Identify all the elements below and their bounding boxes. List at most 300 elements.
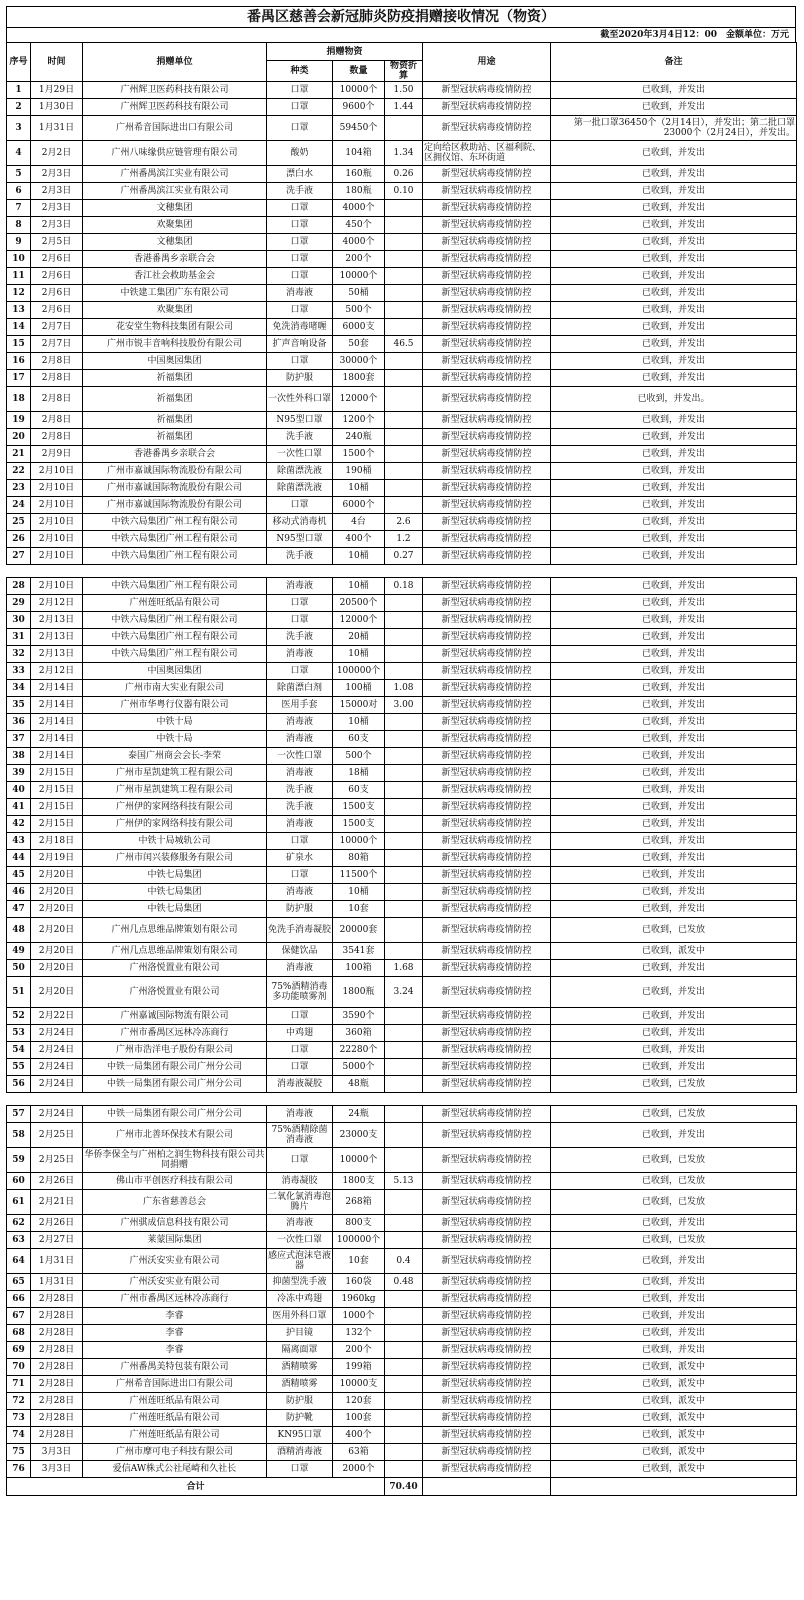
cell-qty: 104箱 [333,141,385,166]
cell-use: 新型冠状病毒疫情防控 [423,217,551,234]
cell-note: 已收到，并发出 [551,782,797,799]
cell-note: 已收到，已发放 [551,1076,797,1093]
cell-value [385,782,423,799]
table-row [7,901,797,918]
cell-qty: 10桶 [333,480,385,497]
cell-use: 新型冠状病毒疫情防控 [423,595,551,612]
cell-qty: 10套 [333,901,385,918]
cell-donor: 广州市华粤行仪器有限公司 [83,697,267,714]
cell-note: 已收到，并发出 [551,251,797,268]
header-qty: 数量 [333,61,385,82]
cell-no: 41 [7,799,31,816]
document-title: 番禺区慈善会新冠肺炎防疫捐赠接收情况（物资） [6,6,796,27]
cell-qty: 1000个 [333,1308,385,1325]
cell-date: 2月10日 [31,497,83,514]
cell-kind: 口罩 [267,234,333,251]
cell-no: 73 [7,1410,31,1427]
cell-no: 55 [7,1059,31,1076]
cell-qty: 60支 [333,731,385,748]
cell-kind: 口罩 [267,833,333,850]
header-donor: 捐赠单位 [83,43,267,82]
cell-kind: KN95口罩 [267,1427,333,1444]
cell-note: 已收到，并发出 [551,99,797,116]
cell-no: 56 [7,1076,31,1093]
cell-donor: 佛山市平创医疗科技有限公司 [83,1173,267,1190]
cell-value [385,1410,423,1427]
cell-qty: 3541套 [333,943,385,960]
cell-kind: 口罩 [267,663,333,680]
cell-note: 已收到，并发出 [551,183,797,200]
cell-donor: 广州辉卫医药科技有限公司 [83,82,267,99]
cell-date: 2月28日 [31,1342,83,1359]
cell-kind: 口罩 [267,1461,333,1478]
cell-use: 新型冠状病毒疫情防控 [423,1444,551,1461]
cell-date: 2月28日 [31,1308,83,1325]
cell-qty: 20桶 [333,629,385,646]
table-row [7,183,797,200]
table-row [7,82,797,99]
table-row [7,1123,797,1148]
cell-value [385,1444,423,1461]
cell-no: 68 [7,1325,31,1342]
cell-qty: 18桶 [333,765,385,782]
cell-donor: 广州莲旺纸品有限公司 [83,1410,267,1427]
cell-date: 2月10日 [31,463,83,480]
cell-date: 2月3日 [31,183,83,200]
cell-value: 46.5 [385,336,423,353]
cell-use: 新型冠状病毒疫情防控 [423,1359,551,1376]
cell-date: 1月29日 [31,82,83,99]
header-goods: 捐赠物资 [267,43,423,61]
cell-qty: 80箱 [333,850,385,867]
cell-no: 48 [7,918,31,943]
cell-use: 新型冠状病毒疫情防控 [423,714,551,731]
cell-note: 已收到，并发出 [551,714,797,731]
cell-value [385,463,423,480]
cell-date: 2月10日 [31,548,83,565]
cell-donor: 文穗集团 [83,200,267,217]
cell-qty: 100000个 [333,1232,385,1249]
cell-no: 60 [7,1173,31,1190]
table-row [7,1393,797,1410]
cell-note: 已收到，并发出。 [551,387,797,412]
cell-kind: 免洗手消毒凝胶 [267,918,333,943]
cell-no: 15 [7,336,31,353]
cell-qty: 160瓶 [333,166,385,183]
cell-kind: 酒精喷雾 [267,1376,333,1393]
cell-note: 已收到，并发出 [551,1025,797,1042]
cell-value [385,1025,423,1042]
cell-value [385,850,423,867]
cell-use: 新型冠状病毒疫情防控 [423,782,551,799]
cell-date: 2月8日 [31,429,83,446]
cell-note: 已收到，派发中 [551,1461,797,1478]
table-row [7,646,797,663]
cell-donor: 中铁一局集团有限公司广州分公司 [83,1059,267,1076]
cell-note: 已收到，派发中 [551,1376,797,1393]
cell-date: 2月8日 [31,353,83,370]
cell-note: 已收到，并发出 [551,1008,797,1025]
cell-kind: 口罩 [267,595,333,612]
cell-note: 已收到，并发出 [551,1291,797,1308]
cell-donor: 中铁六局集团广州工程有限公司 [83,548,267,565]
cell-use: 新型冠状病毒疫情防控 [423,268,551,285]
table-row [7,319,797,336]
cell-kind: 护目镜 [267,1325,333,1342]
cell-no: 22 [7,463,31,480]
table-row [7,765,797,782]
cell-use: 新型冠状病毒疫情防控 [423,1342,551,1359]
cell-note: 已收到，并发出 [551,663,797,680]
header-no: 序号 [7,43,31,82]
table-row [7,714,797,731]
cell-value [385,1123,423,1148]
cell-no: 35 [7,697,31,714]
cell-kind: 二氧化氯消毒泡腾片 [267,1190,333,1215]
cell-qty: 20000套 [333,918,385,943]
cell-note: 已收到，并发出 [551,336,797,353]
cell-qty: 1200个 [333,412,385,429]
cell-date: 2月22日 [31,1008,83,1025]
cell-donor: 中铁七局集团 [83,884,267,901]
cell-qty: 268箱 [333,1190,385,1215]
cell-kind: 口罩 [267,251,333,268]
cell-use: 新型冠状病毒疫情防控 [423,731,551,748]
cell-note: 已收到，并发出 [551,612,797,629]
cell-note: 已收到，并发出 [551,200,797,217]
cell-qty: 1500个 [333,446,385,463]
cell-date: 2月14日 [31,731,83,748]
cell-note: 第一批口罩36450个（2月14日），并发出；第二批口罩23000个（2月24日），并发出。 [551,116,797,141]
cell-donor: 李睿 [83,1325,267,1342]
cell-donor: 广州市星凯建筑工程有限公司 [83,765,267,782]
cell-donor: 爱信AW株式公社尾崎和久社长 [83,1461,267,1478]
cell-donor: 广州伊的家网络科技有限公司 [83,799,267,816]
cell-use: 新型冠状病毒疫情防控 [423,943,551,960]
cell-note: 已收到，并发出 [551,833,797,850]
cell-date: 2月13日 [31,612,83,629]
cell-date: 2月14日 [31,680,83,697]
table-row [7,1173,797,1190]
cell-donor: 欢聚集团 [83,217,267,234]
cell-note: 已收到，已发放 [551,918,797,943]
total-label: 合计 [7,1478,385,1496]
cell-no: 19 [7,412,31,429]
cell-note: 已收到，并发出 [551,884,797,901]
cell-donor: 广州骐成信息科技有限公司 [83,1215,267,1232]
cell-qty: 60支 [333,782,385,799]
cell-no: 38 [7,748,31,765]
table-row [7,285,797,302]
cell-kind: 医用手套 [267,697,333,714]
cell-no: 54 [7,1042,31,1059]
cell-use: 新型冠状病毒疫情防控 [423,1410,551,1427]
cell-no: 40 [7,782,31,799]
cell-use: 新型冠状病毒疫情防控 [423,1274,551,1291]
cell-note: 已收到，并发出 [551,1274,797,1291]
cell-date: 2月14日 [31,748,83,765]
document-subtitle: 截至2020年3月4日12：00 金额单位：万元 [6,27,796,42]
cell-use: 新型冠状病毒疫情防控 [423,1232,551,1249]
cell-kind: 洗手液 [267,782,333,799]
cell-kind: 除菌漂洗液 [267,480,333,497]
cell-value [385,1427,423,1444]
cell-use: 新型冠状病毒疫情防控 [423,918,551,943]
cell-date: 2月24日 [31,1059,83,1076]
cell-use: 新型冠状病毒疫情防控 [423,867,551,884]
cell-note: 已收到，并发出 [551,234,797,251]
cell-kind: 75%酒精除菌消毒液 [267,1123,333,1148]
cell-use: 新型冠状病毒疫情防控 [423,429,551,446]
total-value: 70.40 [385,1478,423,1496]
table-row [7,1427,797,1444]
cell-date: 2月28日 [31,1359,83,1376]
cell-value: 5.13 [385,1173,423,1190]
cell-note: 已收到，并发出 [551,412,797,429]
cell-donor: 广州莲旺纸品有限公司 [83,1427,267,1444]
cell-date: 1月31日 [31,1249,83,1274]
cell-note: 已收到，派发中 [551,943,797,960]
cell-qty: 11500个 [333,867,385,884]
cell-value [385,1461,423,1478]
cell-value [385,1008,423,1025]
cell-date: 2月28日 [31,1376,83,1393]
cell-qty: 400个 [333,1427,385,1444]
cell-donor: 中铁建工集团广东有限公司 [83,285,267,302]
cell-no: 57 [7,1106,31,1123]
cell-note: 已收到，并发出 [551,697,797,714]
cell-note: 已收到，并发出 [551,1249,797,1274]
cell-kind: 洗手液 [267,548,333,565]
cell-kind: 免洗消毒啫喱 [267,319,333,336]
cell-value [385,901,423,918]
cell-use: 新型冠状病毒疫情防控 [423,336,551,353]
cell-note: 已收到，并发出 [551,285,797,302]
cell-use: 新型冠状病毒疫情防控 [423,1076,551,1093]
cell-note: 已收到，并发出 [551,463,797,480]
cell-donor: 广州希音国际进出口有限公司 [83,116,267,141]
table-row [7,429,797,446]
table-row [7,833,797,850]
table-row [7,1410,797,1427]
header-note: 备注 [551,43,797,82]
table-row [7,918,797,943]
cell-value [385,302,423,319]
cell-use: 新型冠状病毒疫情防控 [423,1308,551,1325]
cell-use: 新型冠状病毒疫情防控 [423,480,551,497]
cell-value: 3.24 [385,977,423,1008]
cell-use: 新型冠状病毒疫情防控 [423,412,551,429]
cell-value [385,629,423,646]
cell-no: 71 [7,1376,31,1393]
cell-note: 已收到，派发中 [551,1393,797,1410]
cell-qty: 500个 [333,748,385,765]
cell-date: 2月25日 [31,1123,83,1148]
cell-kind: 消毒液 [267,646,333,663]
cell-kind: 消毒液凝胶 [267,1076,333,1093]
cell-no: 27 [7,548,31,565]
table-row [7,353,797,370]
cell-qty: 450个 [333,217,385,234]
cell-donor: 广州沃安实业有限公司 [83,1249,267,1274]
cell-kind: 消毒液 [267,714,333,731]
cell-value [385,1148,423,1173]
cell-note: 已收到，并发出 [551,446,797,463]
cell-kind: 医用外科口罩 [267,1308,333,1325]
cell-no: 49 [7,943,31,960]
cell-date: 2月24日 [31,1076,83,1093]
cell-date: 2月3日 [31,217,83,234]
cell-date: 2月6日 [31,302,83,319]
cell-donor: 广州几点思维品牌策划有限公司 [83,918,267,943]
cell-date: 2月28日 [31,1291,83,1308]
cell-donor: 广州番禺滨江实业有限公司 [83,183,267,200]
table-row [7,99,797,116]
cell-kind: 消毒液 [267,285,333,302]
cell-qty: 190桶 [333,463,385,480]
cell-kind: N95型口罩 [267,412,333,429]
cell-no: 52 [7,1008,31,1025]
cell-donor: 香江社会救助基金会 [83,268,267,285]
cell-no: 4 [7,141,31,166]
cell-kind: 防护服 [267,901,333,918]
cell-qty: 100桶 [333,680,385,697]
cell-use: 新型冠状病毒疫情防控 [423,183,551,200]
table-row [7,1190,797,1215]
cell-donor: 中铁十局 [83,714,267,731]
cell-kind: 口罩 [267,217,333,234]
cell-date: 2月24日 [31,1025,83,1042]
cell-use: 新型冠状病毒疫情防控 [423,99,551,116]
cell-donor: 广州伊的家网络科技有限公司 [83,816,267,833]
cell-value: 0.27 [385,548,423,565]
cell-qty: 50桶 [333,285,385,302]
table-row [7,1274,797,1291]
table-row [7,116,797,141]
cell-kind: 口罩 [267,116,333,141]
cell-note: 已收到，已发放 [551,1106,797,1123]
cell-use: 新型冠状病毒疫情防控 [423,319,551,336]
cell-value [385,319,423,336]
cell-use: 新型冠状病毒疫情防控 [423,285,551,302]
cell-no: 25 [7,514,31,531]
cell-use: 新型冠状病毒疫情防控 [423,1427,551,1444]
cell-qty: 160袋 [333,1274,385,1291]
table-row [7,446,797,463]
cell-value [385,765,423,782]
cell-kind: 一次性口罩 [267,446,333,463]
cell-use: 新型冠状病毒疫情防控 [423,646,551,663]
cell-no: 28 [7,578,31,595]
cell-value [385,497,423,514]
cell-use: 新型冠状病毒疫情防控 [423,531,551,548]
cell-use: 新型冠状病毒疫情防控 [423,200,551,217]
cell-donor: 广州番禺滨江实业有限公司 [83,166,267,183]
cell-donor: 广州番禺美特包装有限公司 [83,1359,267,1376]
cell-date: 2月5日 [31,234,83,251]
cell-date: 1月31日 [31,116,83,141]
cell-date: 2月27日 [31,1232,83,1249]
cell-qty: 120套 [333,1393,385,1410]
cell-qty: 22280个 [333,1042,385,1059]
cell-no: 32 [7,646,31,663]
cell-kind: 口罩 [267,353,333,370]
cell-no: 1 [7,82,31,99]
cell-note: 已收到，并发出 [551,960,797,977]
cell-note: 已收到，已发放 [551,1232,797,1249]
cell-no: 26 [7,531,31,548]
cell-kind: 防护靴 [267,1410,333,1427]
cell-donor: 广州八味缘供应链管理有限公司 [83,141,267,166]
cell-value [385,116,423,141]
cell-qty: 1800瓶 [333,977,385,1008]
total-row [7,1478,797,1496]
cell-qty: 23000支 [333,1123,385,1148]
table-row [7,680,797,697]
cell-date: 2月20日 [31,918,83,943]
cell-value [385,731,423,748]
cell-use: 新型冠状病毒疫情防控 [423,1059,551,1076]
cell-value [385,884,423,901]
cell-donor: 中铁六局集团广州工程有限公司 [83,578,267,595]
table-row [7,200,797,217]
cell-donor: 广州嘉诚国际物流有限公司 [83,1008,267,1025]
cell-no: 14 [7,319,31,336]
cell-no: 62 [7,1215,31,1232]
cell-no: 29 [7,595,31,612]
cell-qty: 24瓶 [333,1106,385,1123]
cell-use: 新型冠状病毒疫情防控 [423,463,551,480]
table-row [7,514,797,531]
cell-donor: 中国奥园集团 [83,663,267,680]
cell-value [385,429,423,446]
cell-donor: 广州市北善环保技术有限公司 [83,1123,267,1148]
cell-kind: 漂白水 [267,166,333,183]
cell-kind: 口罩 [267,497,333,514]
cell-note: 已收到，并发出 [551,816,797,833]
cell-value [385,217,423,234]
cell-donor: 祈福集团 [83,429,267,446]
cell-qty: 30000个 [333,353,385,370]
cell-kind: 口罩 [267,302,333,319]
cell-date: 2月12日 [31,663,83,680]
cell-qty: 1960kg [333,1291,385,1308]
cell-note: 已收到，并发出 [551,1042,797,1059]
cell-use: 新型冠状病毒疫情防控 [423,1249,551,1274]
cell-kind: 消毒液 [267,731,333,748]
cell-date: 2月10日 [31,514,83,531]
cell-note: 已收到，并发出 [551,1308,797,1325]
cell-donor: 中铁六局集团广州工程有限公司 [83,646,267,663]
cell-qty: 180瓶 [333,183,385,200]
cell-note: 已收到，并发出 [551,217,797,234]
cell-value [385,714,423,731]
cell-note: 已收到，并发出 [551,765,797,782]
table-row [7,1059,797,1076]
document-page [6,6,796,1496]
cell-kind: 除菌漂白剂 [267,680,333,697]
cell-no: 42 [7,816,31,833]
cell-donor: 中铁七局集团 [83,901,267,918]
cell-date: 2月10日 [31,531,83,548]
cell-date: 2月10日 [31,480,83,497]
cell-value [385,595,423,612]
cell-no: 17 [7,370,31,387]
cell-no: 21 [7,446,31,463]
cell-no: 53 [7,1025,31,1042]
cell-date: 3月3日 [31,1444,83,1461]
table-row [7,960,797,977]
